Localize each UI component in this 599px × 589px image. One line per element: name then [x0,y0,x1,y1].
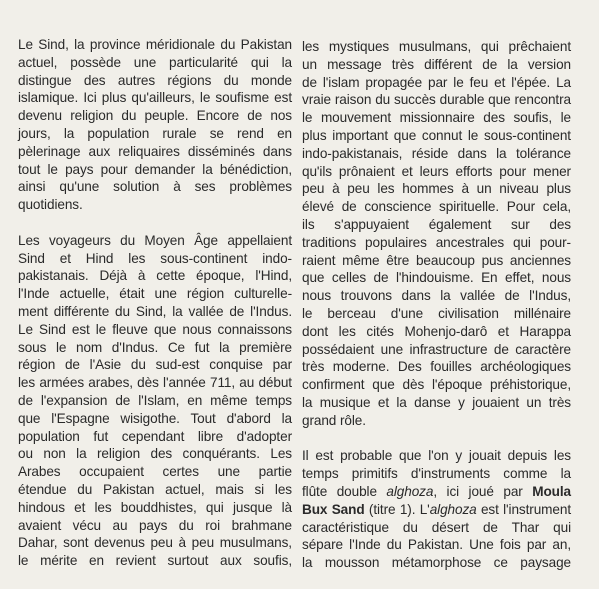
text-line: vraie raison du succès durable que rencontra [302,92,571,108]
instrument-name-italic: alghoza [429,501,477,517]
text-line: très moderne. Des fouilles archéologiques [302,359,571,375]
text-line: Sind et Hind les sous-continent indo- [18,250,292,266]
text-line: de l'islam propagée par le feu et l'épée. La [302,74,571,90]
paragraph-mystiques [302,38,571,430]
text-line: que celles de l'hindouisme. En effet, nous [302,270,571,286]
text-line: islamique. Ici plus qu'ailleurs, le soufisme est [18,90,292,106]
text-line: distingue des autres régions du monde [18,72,292,88]
paragraph-alghoza [302,447,571,572]
text-line: le berceau d'une civilisation millénaire [302,305,571,321]
text-line: raient même être beaucoup pus anciennes [302,252,571,268]
text-line: plus important que connut le sous-continent [302,127,571,143]
text-line: temps primitifs d'instruments comme la [302,466,571,482]
text-line: ils s'appuyaient également sur des [302,216,571,232]
paragraph-voyageurs [18,232,292,570]
text-line: région de l'Asie du sud-est conquise par [18,357,292,373]
text-line: indo-pakistanais, réside dans la tolérance [302,145,571,161]
text-line: les mystiques musulmans, qui prêchaient [302,39,571,54]
right-column [302,38,571,572]
text-line: population fut cependant libre d'adopter [18,428,292,444]
text-line: Dahar, sont devenus peu à peu musulmans, [18,535,292,551]
text-line: Le Sind est le fleuve que nous connaissons [18,321,292,337]
text-line: les armées arabes, dès l'année 711, au début [18,375,292,391]
text-line: confirment que dès l'époque préhistorique, [302,377,571,393]
text-line: ment différente du Sind, la vallée de l'Indus. [18,303,292,319]
text-line: caractéristique du désert de Thar qui [302,519,571,535]
text-line: la musique et la danse y jouaient un très [302,394,571,410]
text-line: pakistanais. Déjà à cette époque, l'Hind, [18,268,292,284]
text-run: est l'instrument [476,501,571,517]
text-line: quotidiens. [18,197,83,213]
text-line: que l'Espagne wisigothe. Tout d'abord la [18,410,292,426]
text-line: Le Sind, la province méridionale du Pakistan [18,37,292,52]
text-line: dont les cités Mohenjo-darô et Harappa [302,323,571,339]
text-line: qu'ils prônaient et leurs efforts pour mener [302,163,571,179]
left-column [18,36,292,570]
paragraph-sind-intro [18,36,292,214]
text-line: élevé de conscience spirituelle. Pour cela, [302,199,571,215]
performer-name-bold: Bux Sand [302,501,365,517]
text-line: possédaient une infrastructure de caractère [302,341,571,357]
text-line: la mousson métamorphose ce paysage [302,555,571,571]
text-line [302,483,571,501]
text-line: l'Inde actuelle, était une région culturelle- [18,286,292,302]
text-line: hindous et les bouddhistes, qui jusque là [18,499,292,515]
text-run: flûte double [302,483,387,499]
text-line: jours, la population rurale se rend en [18,125,292,141]
text-line: traditions populaires ancestrales qui pour- [302,234,571,250]
text-line: Les voyageurs du Moyen Âge appellaient [18,232,292,248]
text-line: peu à peu les hommes à un niveau plus [302,181,571,197]
text-line: le mérite en revient surtout aux soufis, [18,553,292,569]
text-line: nous trouvons dans la vallée de l'Indus, [302,288,571,304]
text-line: ainsi qu'une solution à ses problèmes [18,179,292,195]
text-line: de l'expansion de l'Islam, en même temps [18,392,292,408]
text-line: tout le pays pour demander la bénédiction, [18,161,292,177]
instrument-name-italic: alghoza [386,483,434,499]
text-line: le mouvement missionnaire des soufis, le [302,110,571,126]
text-line: Il est probable que l'on y jouait depuis les [302,448,571,464]
text-line: étendue du Pakistan actuel, mais si les [18,481,292,497]
text-line: avaient vécu au pays du roi brahmane [18,517,292,533]
text-line: sépare l'Inde du Pakistan. Une fois par an, [302,537,571,553]
text-line: actuel, possède une particularité qui la [18,54,292,70]
text-run: , ici joué par [433,483,533,499]
text-line: ou non la religion des conquérants. Les [18,446,292,462]
text-line: grand rôle. [302,412,366,428]
text-line: sous le nom d'Indus. Ce fut la première [18,339,292,355]
text-line: Arabes occupaient certes une partie [18,464,292,480]
performer-name-bold: Moula [532,483,571,499]
text-line: devenu religion du peuple. Encore de nos [18,108,292,124]
text-run: (titre 1). L' [364,501,430,517]
text-line: pèlerinage aux reliquaires disséminés dans [18,143,292,159]
text-line [302,501,571,519]
text-line: un message très différent de la version [302,56,571,72]
